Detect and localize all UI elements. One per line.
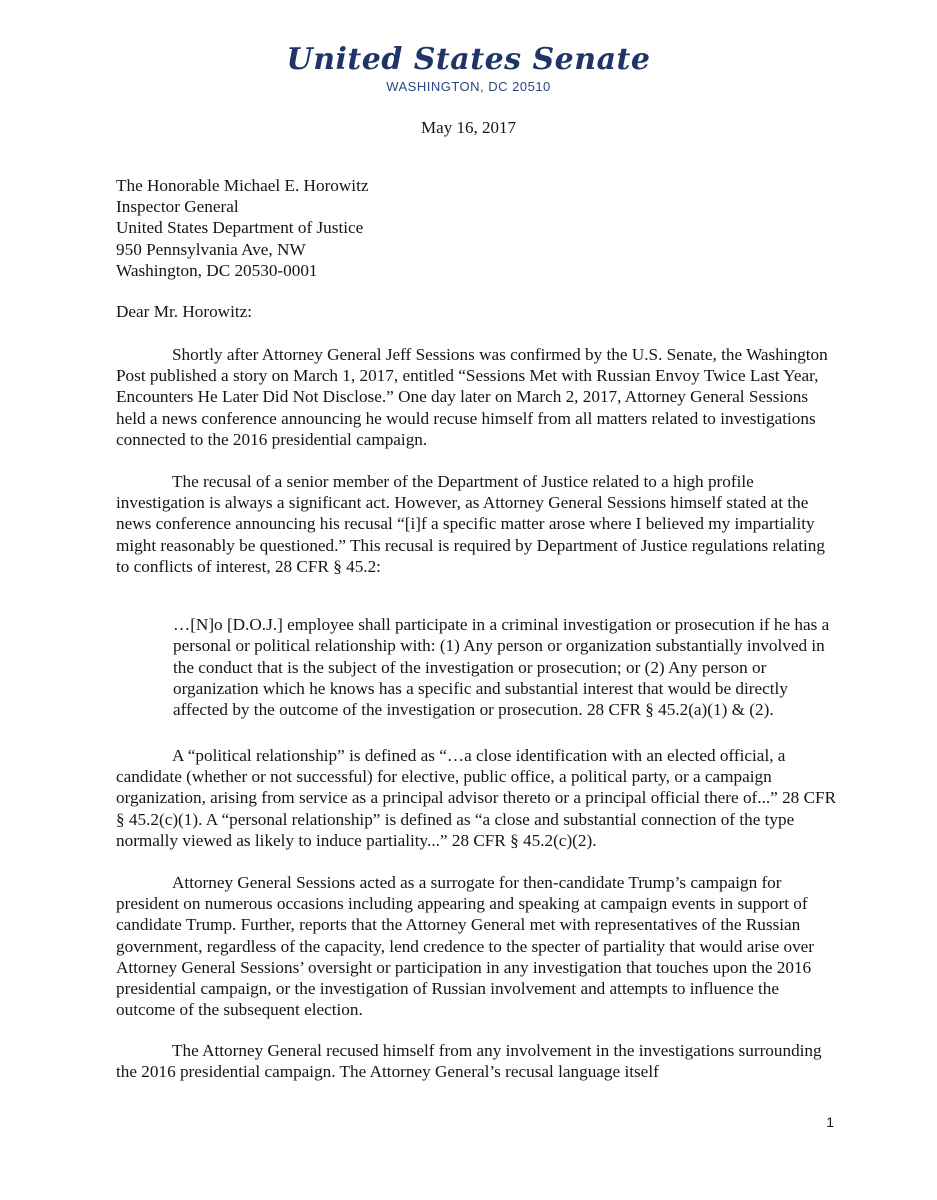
quote-text: …[N]o [D.O.J.] employee shall participate in a criminal investigation or prosecution if he has a personal or political relationship with: (1) Any person or organization substantially involved in the conduct that is the subject of the investigation or prosecution; or (2) Any person or organization which he knows has a specific and substantial interest that would be directly affected by the outcome of the investigation or prosecution. 28 CFR § 45.2(a)(1) & (2). bbox=[173, 615, 830, 719]
recipient-address bbox=[116, 175, 841, 281]
recipient-line: Inspector General bbox=[116, 197, 239, 217]
recipient-line: Washington, DC 20530-0001 bbox=[116, 260, 318, 280]
body-paragraph bbox=[116, 1040, 841, 1082]
recipient-line: United States Department of Justice bbox=[116, 218, 364, 238]
paragraph-text: The Attorney General recused himself from any involvement in the investigations surrounding the 2016 presidential campaign. The Attorney General’s recusal language itself bbox=[116, 1041, 822, 1082]
body-paragraph bbox=[116, 344, 841, 450]
recipient-line: 950 Pennsylvania Ave, NW bbox=[116, 239, 306, 259]
letterhead bbox=[0, 42, 937, 95]
recipient-line: The Honorable Michael E. Horowitz bbox=[116, 176, 369, 195]
letterhead-title: United States Senate bbox=[286, 42, 651, 77]
body-paragraph bbox=[116, 471, 841, 577]
paragraph-text: A “political relationship” is defined as “…a close identification with an elected official, a candidate (whether or not successful) for elective, public office, a political party, or a campaign organization, arising from service as a principal advisor thereto or a principal official there of...” 28 CFR § 45.2(c)(1). A “personal relationship” is defined as “a close and substantial connection of the type normally viewed as likely to induce partiality...” 28 CFR § 45.2(c)(2). bbox=[116, 746, 837, 850]
paragraph-text: The recusal of a senior member of the Department of Justice related to a high profile investigation is always a significant act. However, as Attorney General Sessions himself stated at the news conference announcing his recusal “[i]f a specific matter arose where I believed my impartiality might reasonably be questioned.” This recusal is required by Department of Justice regulations relating to conflicts of interest, 28 CFR § 45.2: bbox=[116, 472, 825, 576]
paragraph-text: Attorney General Sessions acted as a surrogate for then-candidate Trump’s campaign for president on numerous occasions including appearing and speaking at campaign events in support of candidate Trump. Further, reports that the Attorney General met with representatives of the Russian government, regardless of the capacity, lend credence to the specter of partiality that would arise over Attorney General Sessions’ oversight or participation in any investigation that touches upon the 2016 presidential campaign, or the investigation of Russian involvement and attempts to influence the outcome of the subsequent election. bbox=[116, 873, 815, 1020]
page-number: 1 bbox=[826, 1114, 834, 1130]
body-paragraph bbox=[116, 872, 841, 1020]
letter-date: May 16, 2017 bbox=[421, 118, 516, 137]
letterhead-address: WASHINGTON, DC 20510 bbox=[386, 79, 551, 94]
body-paragraph bbox=[116, 745, 841, 851]
salutation: Dear Mr. Horowitz: bbox=[116, 302, 253, 321]
block-quote bbox=[173, 597, 841, 737]
paragraph-text: Shortly after Attorney General Jeff Sessions was confirmed by the U.S. Senate, the Washington Post published a story on March 1, 2017, entitled “Sessions Met with Russian Envoy Twice Last Year, Encounters He Later Did Not Disclose.” One day later on March 2, 2017, Attorney General Sessions held a news conference announcing he would recuse himself from all matters related to investigations connected to the 2016 presidential campaign. bbox=[116, 345, 828, 449]
